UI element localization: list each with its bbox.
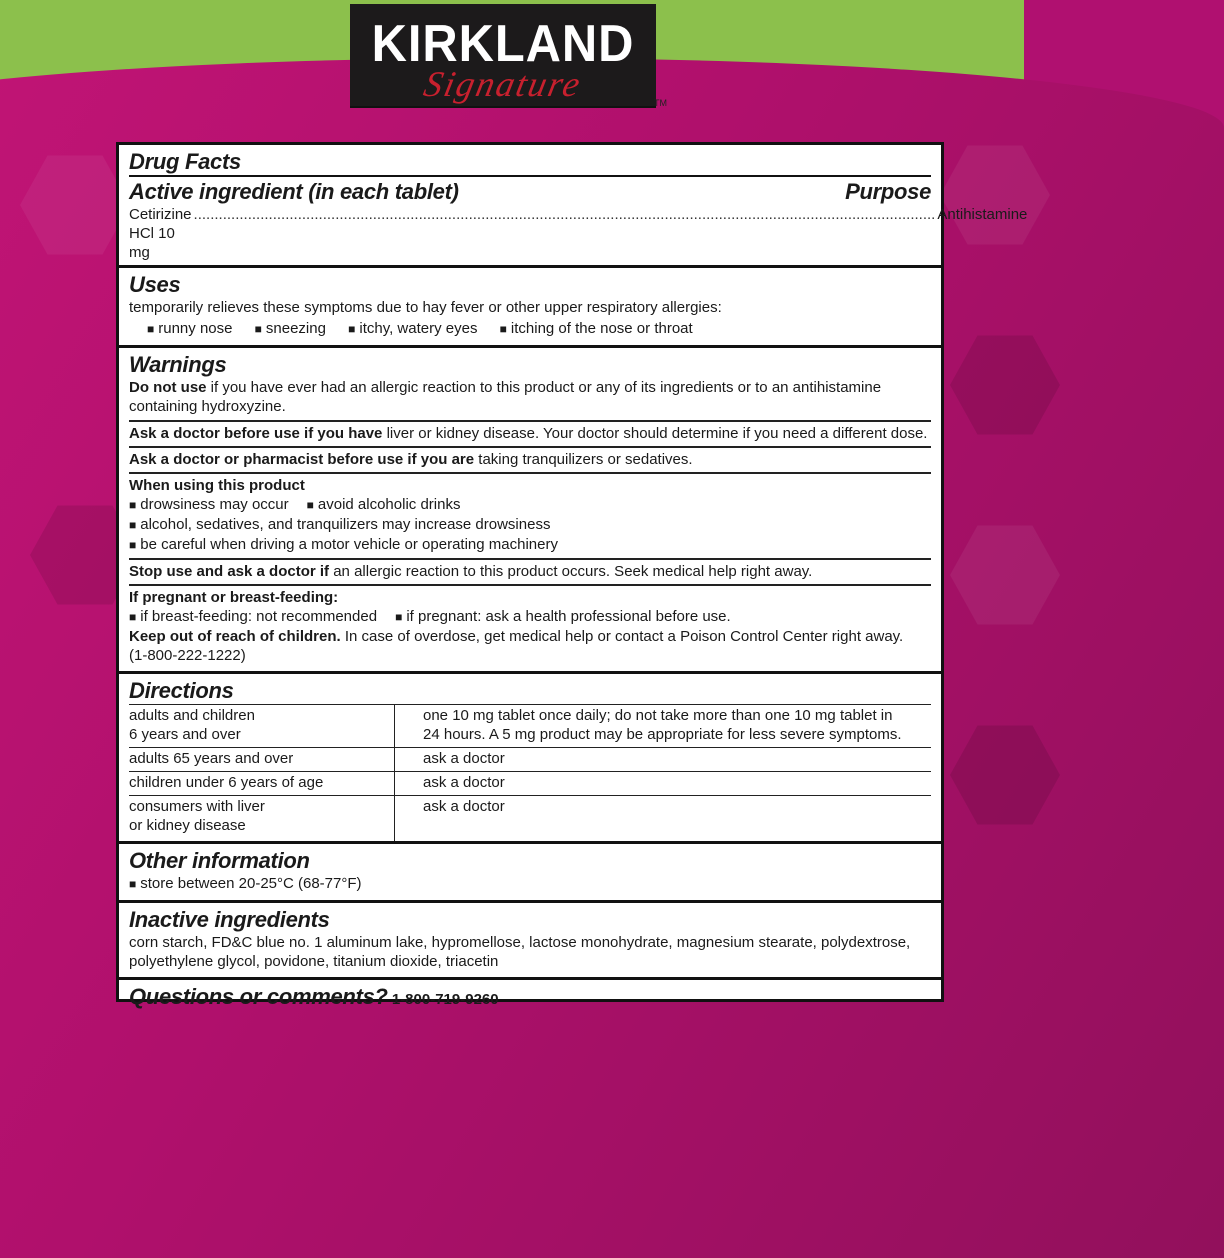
warnings-heading: Warnings [129,352,227,377]
when-using-item: ■ drowsiness may occur [129,496,289,513]
drug-facts-title: Drug Facts [129,149,241,174]
questions-phone: 1-800-719-9260 [391,991,499,1008]
kirkland-signature-logo [350,4,656,108]
logo-wordmark: KIRKLAND [371,15,635,73]
inactive-list-line: corn starch, FD&C blue no. 1 aluminum lake, hypromellose, lactose monohydrate, magnesium stearate, polydextrose, [129,934,911,951]
purpose-value: Antihistamine [937,206,1028,223]
pregnancy-warning: If pregnant or breast-feeding: ■ if breast-feeding: not recommended■ if pregnant: ask a health professional before use. Keep out of reach of children. In case of overdose, get medical help or contact a Poison Control Center right away. (1-800-222-1222) [129,584,931,671]
do-not-use-warning: Do not use if you have ever had an allergic reaction to this product or any of its ingredients or to an antihistamine containing hydroxyzine. [129,379,882,415]
stop-use-warning: Stop use and ask a doctor if an allergic reaction to this product occurs. Seek medical help right away. [129,558,931,584]
directions-table [129,704,931,841]
table-row: consumers with liver or kidney disease ask a doctor [129,796,931,842]
dot-leader: .................................................................................................................................................................................. [193,206,936,223]
uses-item: ■ runny nose [147,320,232,337]
section-inactive-ingredients [119,907,941,980]
storage-info: ■ store between 20-25°C (68-77°F) [129,874,931,894]
keep-out-of-reach: Keep out of reach of children. In case of overdose, get medical help or contact a Poison Control Center right away. [129,628,904,645]
section-directions [119,678,941,844]
drug-facts-panel [116,142,1028,1009]
table-row: children under 6 years of age ask a doctor [129,772,931,796]
section-questions [119,984,941,1010]
section-active-ingredient [119,149,1028,268]
pregnancy-item: ■ if pregnant: ask a health professional before use. [395,608,731,625]
poison-control-phone: (1-800-222-1222) [129,647,246,664]
directions-heading: Directions [129,678,234,703]
uses-item: ■ sneezing [255,320,326,337]
trademark-mark: TM [654,98,667,108]
inactive-list-line: polyethylene glycol, povidone, titanium dioxide, triacetin [129,953,499,970]
section-other-information [119,848,941,903]
purpose-heading: Purpose [845,179,931,204]
section-uses [119,272,941,348]
pregnancy-item: ■ if breast-feeding: not recommended [129,608,377,625]
when-using-item: ■ be careful when driving a motor vehicle or operating machinery [129,535,931,555]
section-warnings [119,352,941,674]
table-row: adults and children 6 years and over one 10 mg tablet once daily; do not take more than one 10 mg tablet in 24 hours. A 5 mg product may be appropriate for less severe symptoms. [129,705,931,748]
ask-pharmacist-warning: Ask a doctor or pharmacist before use if you are taking tranquilizers or sedatives. [129,446,931,472]
inactive-heading: Inactive ingredients [129,907,330,932]
uses-item: ■ itching of the nose or throat [500,320,693,337]
active-ingredient-heading: Active ingredient (in each tablet) [129,179,459,204]
when-using-item: ■ avoid alcoholic drinks [307,496,461,513]
ask-doctor-warning: Ask a doctor before use if you have liver or kidney disease. Your doctor should determine if you need a different dose. [129,420,931,446]
uses-item: ■ itchy, watery eyes [348,320,477,337]
uses-intro: temporarily relieves these symptoms due to hay fever or other upper respiratory allergies: [129,299,722,316]
table-row: adults 65 years and over ask a doctor [129,748,931,772]
uses-heading: Uses [129,272,181,297]
questions-heading: Questions or comments? [129,984,388,1009]
when-using-item: ■ alcohol, sedatives, and tranquilizers may increase drowsiness [129,515,931,535]
other-info-heading: Other information [129,848,310,873]
logo-signature-script: Signature [420,64,586,104]
when-using-warning: When using this product ■ drowsiness may occur■ avoid alcoholic drinks ■ alcohol, sedatives, and tranquilizers may increase drowsiness ■ be careful when driving a motor vehicle or operating machinery [129,472,931,558]
active-ingredient-value: Cetirizine HCl 10 mg [129,206,192,261]
